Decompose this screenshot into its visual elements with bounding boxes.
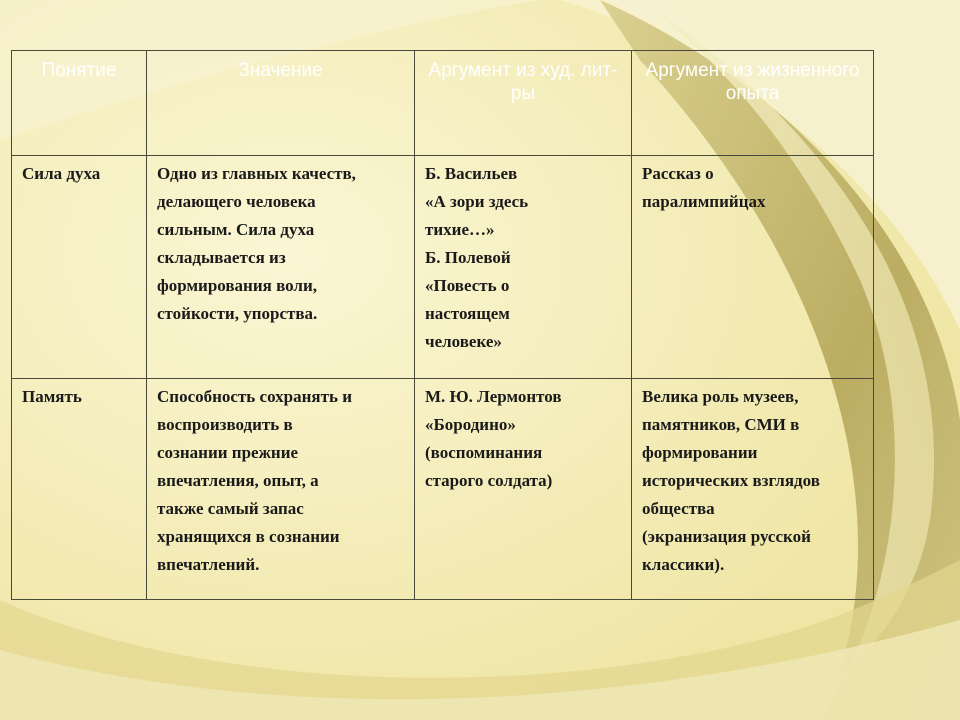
header-cell-meaning bbox=[147, 51, 415, 156]
cell-experience bbox=[632, 379, 874, 600]
header-concept-label: Понятие bbox=[41, 60, 117, 81]
concept-text: Сила духа bbox=[22, 164, 101, 183]
header-experience-label: Аргумент из жизненного опыта bbox=[645, 60, 860, 104]
meaning-text: Одно из главных качеств, делающего человека сильным. Сила духа складывается из формирования воли, стойкости, упорства. bbox=[157, 164, 356, 323]
table-row bbox=[12, 379, 874, 600]
table-row bbox=[12, 156, 874, 379]
table-header-row bbox=[12, 51, 874, 156]
meaning-text: Способность сохранять и воспроизводить в сознании прежние впечатления, опыт, а также самый запас хранящихся в сознании впечатлений. bbox=[157, 387, 353, 574]
concept-table-container bbox=[11, 50, 873, 599]
literature-text: Б. Васильев «А зори здесь тихие…» Б. Полевой «Повесть о настоящем человеке» bbox=[425, 164, 529, 351]
cell-concept bbox=[12, 379, 147, 600]
header-cell-concept bbox=[12, 51, 147, 156]
header-literature-label: Аргумент из худ. лит-ры bbox=[428, 60, 618, 104]
concept-text: Память bbox=[22, 387, 82, 406]
header-meaning-label: Значение bbox=[238, 60, 323, 81]
cell-literature bbox=[415, 156, 632, 379]
concept-table bbox=[11, 50, 874, 600]
header-cell-experience bbox=[632, 51, 874, 156]
cell-meaning bbox=[147, 156, 415, 379]
experience-text: Рассказ о паралимпийцах bbox=[642, 164, 766, 211]
cell-literature bbox=[415, 379, 632, 600]
literature-text: М. Ю. Лермонтов «Бородино» (воспоминания старого солдата) bbox=[425, 387, 562, 490]
cell-meaning bbox=[147, 379, 415, 600]
header-cell-literature bbox=[415, 51, 632, 156]
cell-concept bbox=[12, 156, 147, 379]
experience-text: Велика роль музеев, памятников, СМИ в формировании исторических взглядов общества (экранизация русской классики). bbox=[642, 387, 820, 574]
cell-experience bbox=[632, 156, 874, 379]
